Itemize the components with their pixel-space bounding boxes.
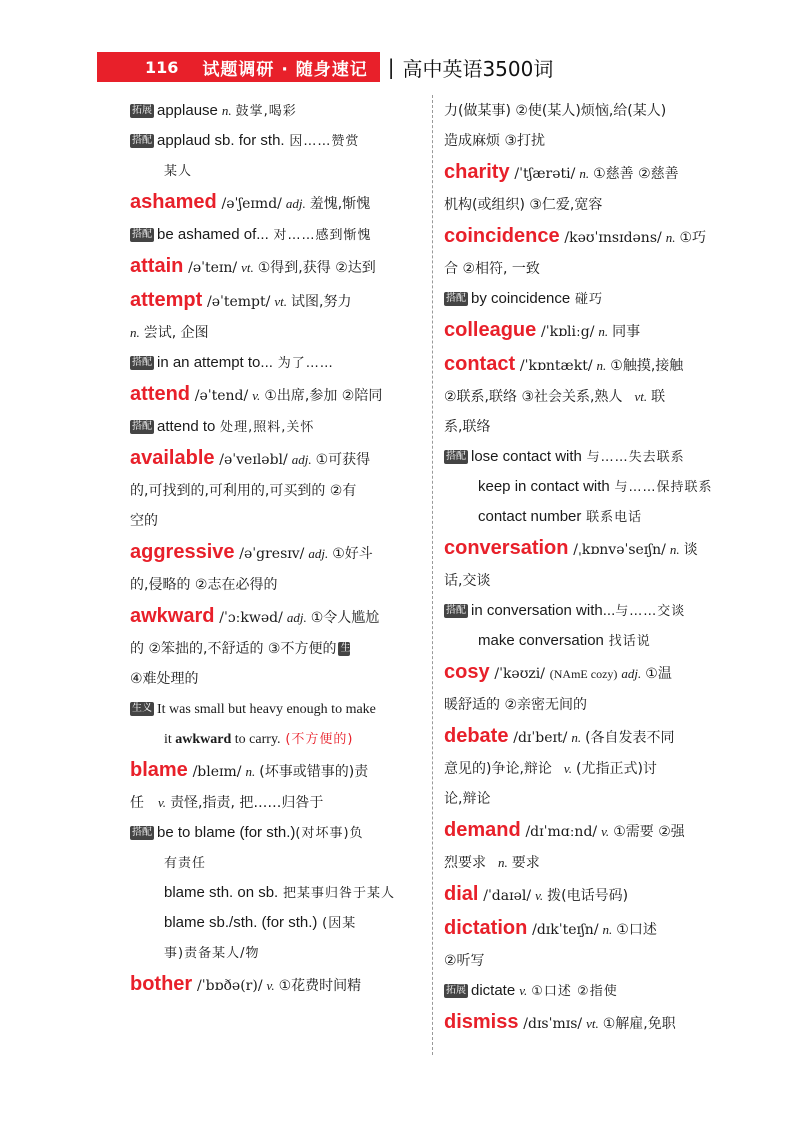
headword: attempt [130,289,203,311]
list-item: 合 ②相符, 一致 [444,261,540,277]
headword: dial [444,883,479,905]
list-item: 烈要求 n. 要求 [444,855,540,871]
list-item: 造成麻烦 ③打扰 [444,133,546,149]
entry-attain: attain /əˈteɪn/ vt. ①得到,获得 ②达到 [130,255,376,277]
headword: colleague [444,319,537,341]
list-item: contact number 联系电话 [478,508,643,525]
entry-charity: charity /ˈtʃærəti/ n. ①慈善 ②慈善 [444,161,679,183]
list-item: ②听写 [444,953,485,969]
list-item: 生义 It was small but heavy enough to make [132,702,376,717]
tag-badge: 拓展 [132,104,152,116]
entry-attempt: attempt /əˈtempt/ vt. 试图,努力 [130,289,352,311]
book-title: 高中英语3500词 [402,56,554,81]
headword: dismiss [444,1011,519,1033]
headword: cosy [444,661,490,683]
entry-colleague: colleague /ˈkɒliːg/ n. 同事 [444,319,641,341]
headword: demand [444,819,521,841]
entry-cosy: cosy /ˈkəʊzi/ (NAmE cozy) adj. ①温 [444,661,672,683]
list-item: 搭配 be ashamed of... 对……感到惭愧 [132,226,372,243]
headword: coincidence [444,225,560,247]
column-divider [432,95,433,1055]
tag-badge: 搭配 [446,292,466,304]
entry-bother: bother /ˈbɒðə(r)/ v. ①花费时间精 [130,973,362,995]
entry-attend: attend /əˈtend/ v. ①出席,参加 ②陪同 [130,383,383,405]
entry-dictation: dictation /dɪkˈteɪʃn/ n. ①口述 [444,917,657,939]
headword: ashamed [130,191,217,213]
list-item: 拓展 dictate v. ①口述 ②指使 [446,982,618,999]
tag-badge: 生义 [132,702,152,714]
list-item: 搭配 in conversation with...与……交谈 [446,602,686,619]
header-separator: | [387,55,395,79]
list-item: ②联系,联络 ③社会关系,熟人 vt. 联 [444,389,666,405]
list-item: 论,辩论 [444,791,491,807]
list-item: 事)责备某人/物 [164,946,260,961]
headword: conversation [444,537,569,559]
tag-badge: 搭配 [132,826,152,838]
headword: available [130,447,215,469]
list-item: it awkward to carry. (不方便的) [164,732,354,747]
list-item: make conversation 找话说 [478,632,651,649]
tag-badge: 拓展 [446,984,466,996]
list-item: 某人 [164,164,193,179]
list-item: 力(做某事) ②使(某人)烦恼,给(某人) [444,103,667,119]
tag-badge: 搭配 [132,134,152,146]
tag-badge: 搭配 [132,356,152,368]
entry-aggressive: aggressive /əˈgresɪv/ adj. ①好斗 [130,541,373,563]
page-header [97,52,553,82]
list-item: blame sth. on sb. 把某事归咎于某人 [164,884,396,901]
list-item: 系,联络 [444,419,491,435]
list-item: 搭配 in an attempt to... 为了…… [132,354,334,371]
list-item: 空的 [130,513,158,529]
entry-demand: demand /dɪˈmɑːnd/ v. ①需要 ②强 [444,819,685,841]
list-item: 机构(或组织) ③仁爱,宽容 [444,197,603,213]
list-item: 的,可找到的,可利用的,可买到的 ②有 [130,483,357,499]
entry-debate: debate /dɪˈbeɪt/ n. (各自发表不同 [444,725,675,747]
list-item: 搭配 by coincidence 碰巧 [446,290,604,307]
list-item: 搭配 attend to 处理,照料,关怀 [132,418,315,435]
headword: bother [130,973,193,995]
series-title: 试题调研 · 随身速记 [202,59,368,80]
tag-badge: 搭配 [132,420,152,432]
entry-dismiss: dismiss /dɪsˈmɪs/ vt. ①解雇,免职 [444,1011,676,1033]
list-item: ④难处理的 [130,671,199,687]
entry-blame: blame /bleɪm/ n. (坏事或错事的)责 [130,759,369,781]
list-item: 话,交谈 [444,573,491,589]
page-number: 116 [145,57,179,77]
tag-badge: 生义 [340,642,361,654]
list-item: 搭配 be to blame (for sth.)(对坏事)负 [132,824,364,841]
list-item: 意见的)争论,辩论 v. (尤指正式)讨 [444,761,657,777]
headword: debate [444,725,509,747]
list-item: 的,侵略的 ②志在必得的 [130,577,278,593]
headword: contact [444,353,516,375]
entry-dial: dial /ˈdaɪəl/ v. 拨(电话号码) [444,883,629,905]
tag-badge: 搭配 [446,604,466,616]
headword: awkward [130,605,215,627]
entry-contact: contact /ˈkɒntækt/ n. ①触摸,接触 [444,353,684,375]
tag-badge: 搭配 [132,228,152,240]
headword: blame [130,759,188,781]
entry-ashamed: ashamed /əˈʃeɪmd/ adj. 羞愧,惭愧 [130,191,371,213]
header-banner [97,52,380,82]
entry-coincidence: coincidence /kəʊˈɪnsɪdəns/ n. ①巧 [444,225,707,247]
list-item: 的 ②笨拙的,不舒适的 ③不方便的 生义 [130,641,361,657]
list-item: 搭配 lose contact with 与……失去联系 [446,448,685,465]
headword: attain [130,255,184,277]
entry-conversation: conversation /ˌkɒnvəˈseɪʃn/ n. 谈 [444,537,698,559]
list-item: 任 v. 责怪,指责, 把……归咎于 [130,795,324,811]
list-item: 有责任 [164,856,207,871]
list-item: n. 尝试, 企图 [130,325,209,341]
headword: charity [444,161,510,183]
entry-awkward: awkward /ˈɔːkwəd/ adj. ①令人尴尬 [130,605,380,627]
headword: dictation [444,917,528,939]
tag-badge: 搭配 [446,450,466,462]
list-item: 暖舒适的 ②亲密无间的 [444,697,588,713]
list-item: blame sb./sth. (for sth.) (因某 [164,914,357,931]
entry-available: available /əˈveɪləbl/ adj. ①可获得 [130,447,371,469]
headword: attend [130,383,190,405]
list-item: 拓展 applause n. 鼓掌,喝彩 [132,102,297,119]
headword: aggressive [130,541,235,563]
right-column [444,95,734,1039]
list-item: keep in contact with 与……保持联系 [478,478,713,495]
left-column [130,95,425,1001]
list-item: 搭配 applaud sb. for sth. 因……赞赏 [132,132,360,149]
